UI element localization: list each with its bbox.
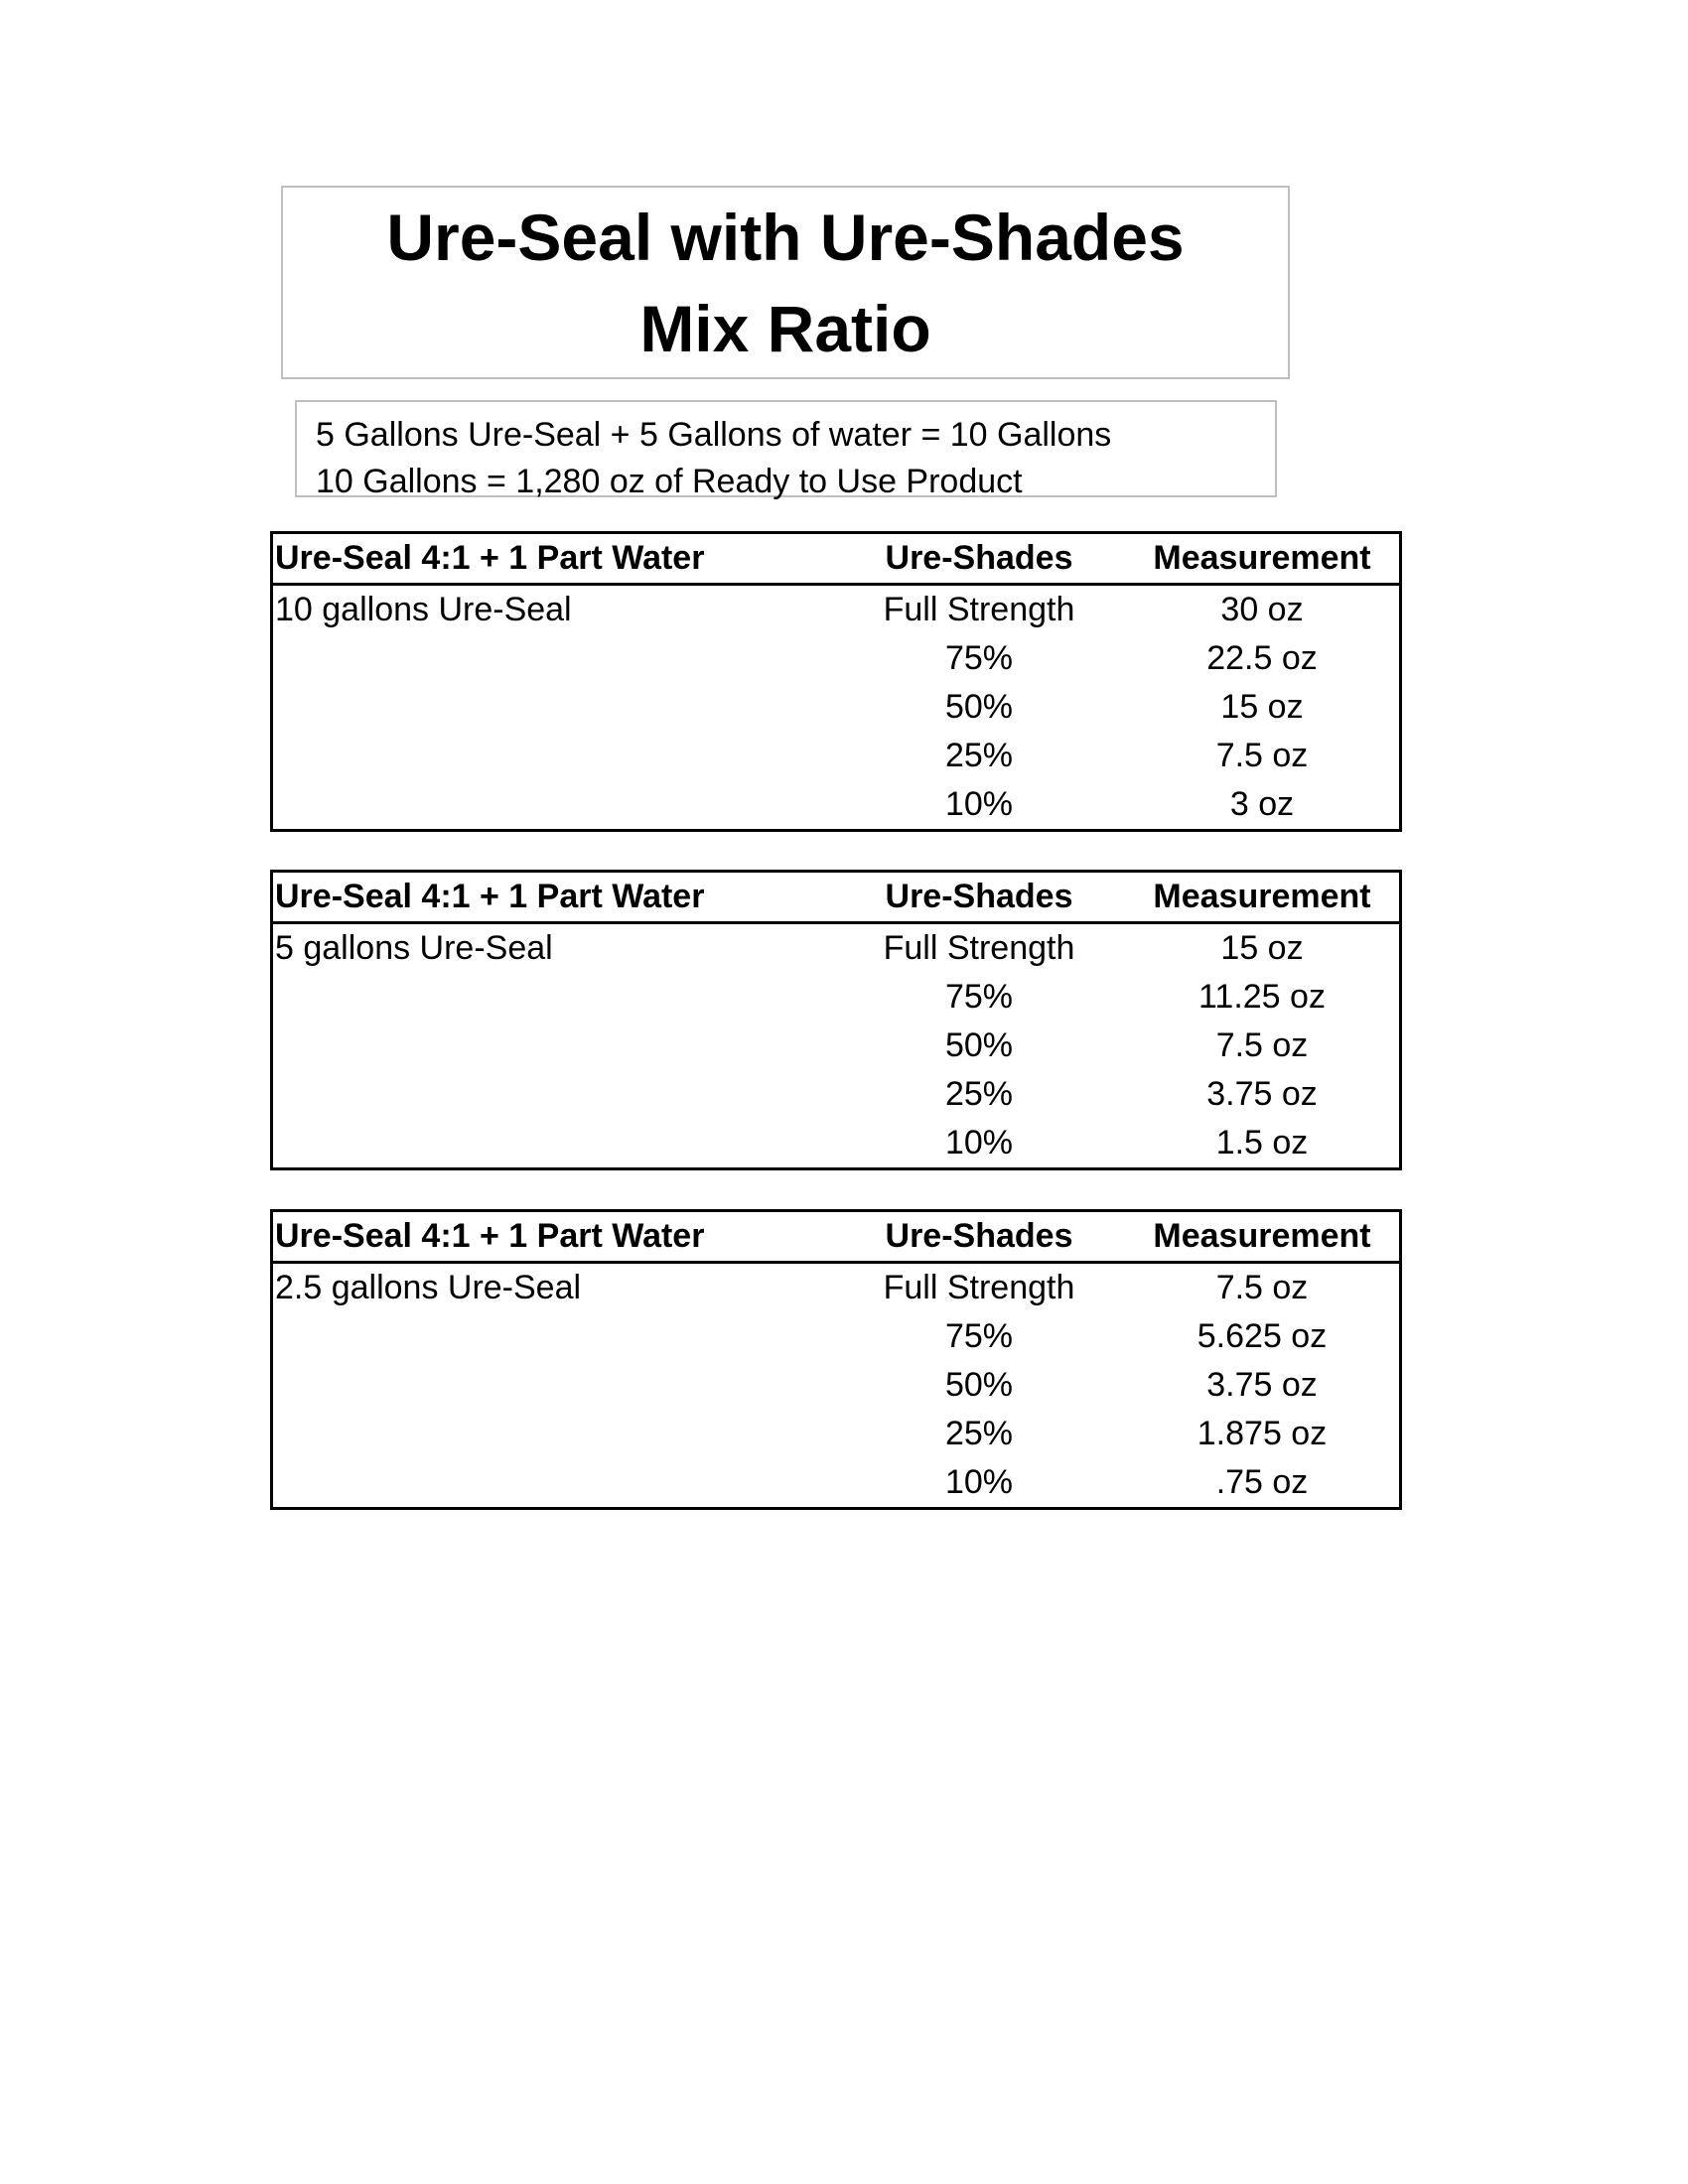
base-cell-empty xyxy=(272,780,834,831)
base-cell-empty xyxy=(272,1070,834,1119)
table-row xyxy=(272,1458,1401,1509)
measurement-cell: 1.5 oz xyxy=(1215,1124,1309,1161)
table-row xyxy=(272,1361,1401,1410)
shade-cell: Full Strength xyxy=(883,929,1075,967)
measurement-cell: 3.75 oz xyxy=(1206,1366,1318,1404)
base-cell-empty xyxy=(272,1361,834,1410)
mix-info-box xyxy=(295,400,1277,500)
base-cell-empty xyxy=(272,973,834,1022)
mix-table-10-gallons xyxy=(270,531,1402,832)
shade-cell: 10% xyxy=(944,1124,1014,1161)
page-title: Ure-Seal with Ure-Shades xyxy=(386,200,1185,274)
measurement-cell: 15 oz xyxy=(1220,688,1304,726)
table-row xyxy=(272,1119,1401,1169)
shade-cell: Full Strength xyxy=(883,1269,1075,1306)
mix-table-5-gallons xyxy=(270,870,1402,1170)
shade-cell: 50% xyxy=(944,1026,1014,1064)
table-row xyxy=(272,585,1401,635)
header-base: Ure-Seal 4:1 + 1 Part Water xyxy=(272,1211,834,1263)
table-row xyxy=(272,1022,1401,1070)
measurement-cell: 3.75 oz xyxy=(1206,1075,1318,1113)
measurement-cell: 11.25 oz xyxy=(1198,978,1326,1016)
table-row xyxy=(272,1312,1401,1361)
table-header-row xyxy=(272,533,1401,585)
measurement-cell: 22.5 oz xyxy=(1206,639,1318,677)
base-cell: 2.5 gallons Ure-Seal xyxy=(275,1269,582,1306)
base-cell-empty xyxy=(272,1410,834,1458)
base-cell-empty xyxy=(272,1119,834,1169)
shade-cell: 10% xyxy=(944,1463,1014,1501)
base-cell-empty xyxy=(272,1312,834,1361)
header-measurement: Measurement xyxy=(1125,872,1401,923)
shade-cell: 10% xyxy=(944,785,1014,823)
measurement-cell: 1.875 oz xyxy=(1196,1415,1328,1452)
mix-table-2-5-gallons xyxy=(270,1209,1402,1510)
table-row xyxy=(272,1070,1401,1119)
header-shades: Ure-Shades xyxy=(833,1211,1125,1263)
base-cell-empty xyxy=(272,732,834,780)
base-cell-empty xyxy=(272,1022,834,1070)
page-subtitle: Mix Ratio xyxy=(639,291,931,365)
base-cell-empty xyxy=(272,634,834,683)
table-header-row xyxy=(272,1211,1401,1263)
shade-cell: 25% xyxy=(944,737,1014,774)
shade-cell: 25% xyxy=(944,1075,1014,1113)
table-row xyxy=(272,683,1401,732)
base-cell: 10 gallons Ure-Seal xyxy=(275,591,572,628)
table-row xyxy=(272,973,1401,1022)
table-row xyxy=(272,780,1401,831)
table-row xyxy=(272,1263,1401,1313)
mix-info-line-1: 5 Gallons Ure-Seal + 5 Gallons of water = 10 Gallons xyxy=(316,416,1112,454)
measurement-cell: 7.5 oz xyxy=(1215,1269,1309,1306)
table-row xyxy=(272,1410,1401,1458)
shade-cell: 75% xyxy=(944,639,1014,677)
measurement-cell: 7.5 oz xyxy=(1215,1026,1309,1064)
table-row xyxy=(272,923,1401,974)
shade-cell: 25% xyxy=(944,1415,1014,1452)
measurement-cell: 3 oz xyxy=(1229,785,1295,823)
mix-info-line-2: 10 Gallons = 1,280 oz of Ready to Use Product xyxy=(316,463,1023,500)
table-header-row xyxy=(272,872,1401,923)
measurement-cell: 5.625 oz xyxy=(1196,1317,1328,1355)
header-measurement: Measurement xyxy=(1125,533,1401,585)
header-base: Ure-Seal 4:1 + 1 Part Water xyxy=(272,872,834,923)
shade-cell: 50% xyxy=(944,1366,1014,1404)
measurement-cell: 30 oz xyxy=(1220,591,1304,628)
table-row xyxy=(272,634,1401,683)
header-shades: Ure-Shades xyxy=(833,533,1125,585)
header-shades: Ure-Shades xyxy=(833,872,1125,923)
base-cell-empty xyxy=(272,1458,834,1509)
measurement-cell: .75 oz xyxy=(1215,1463,1309,1501)
header-base: Ure-Seal 4:1 + 1 Part Water xyxy=(272,533,834,585)
base-cell-empty xyxy=(272,683,834,732)
measurement-cell: 7.5 oz xyxy=(1215,737,1309,774)
title-box xyxy=(281,186,1290,379)
shade-cell: 75% xyxy=(944,978,1014,1016)
base-cell: 5 gallons Ure-Seal xyxy=(275,929,553,967)
table-row xyxy=(272,732,1401,780)
measurement-cell: 15 oz xyxy=(1220,929,1304,967)
shade-cell: 50% xyxy=(944,688,1014,726)
header-measurement: Measurement xyxy=(1125,1211,1401,1263)
shade-cell: Full Strength xyxy=(883,591,1075,628)
shade-cell: 75% xyxy=(944,1317,1014,1355)
